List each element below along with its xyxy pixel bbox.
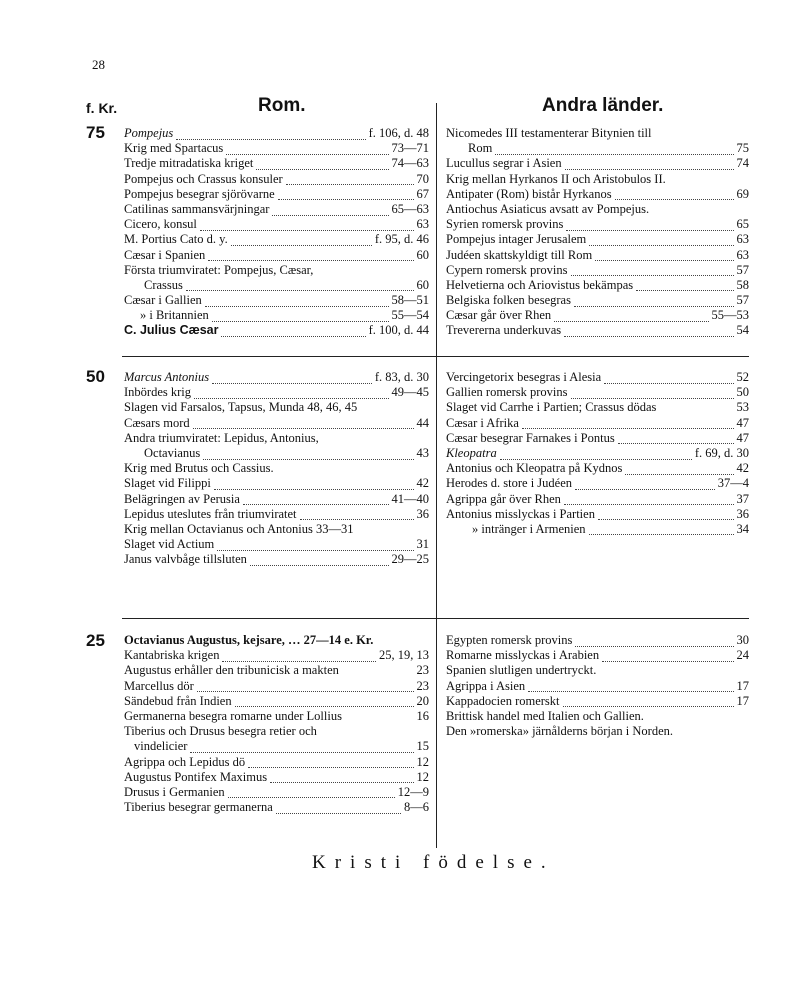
timeline-entry <box>124 187 429 202</box>
entry-text: Rom <box>468 141 493 156</box>
entry-text: Marcus Antonius <box>124 370 210 384</box>
entry-year: 16 <box>416 708 429 723</box>
dot-leader <box>528 682 733 692</box>
dot-leader <box>212 374 372 384</box>
timeline-entry <box>446 476 749 491</box>
dot-leader <box>176 130 365 140</box>
section-75-rome-list <box>124 126 429 339</box>
dot-leader <box>248 758 413 768</box>
timeline-entry <box>124 679 429 694</box>
dot-leader <box>495 145 733 155</box>
dot-leader <box>205 297 389 307</box>
timeline-entry <box>124 232 429 247</box>
timeline-entry <box>124 370 429 385</box>
dot-leader <box>522 419 734 429</box>
timeline-entry <box>124 293 429 308</box>
timeline-entry <box>124 507 429 522</box>
entry-year: 57 <box>736 262 749 277</box>
dot-leader <box>222 652 376 662</box>
entry-text: M. Portius Cato d. y. <box>124 232 228 247</box>
entry-year: 23 <box>416 678 429 693</box>
entry-text: Krig mellan Hyrkanos II och Aristobulos II. <box>446 171 666 186</box>
entry-text: Cæsar i Gallien <box>124 293 202 308</box>
entry-year: 54 <box>736 323 749 338</box>
section-25-rome-list <box>124 633 429 815</box>
timeline-entry <box>446 633 749 648</box>
entry-text: Kappadocien romerskt <box>446 693 560 708</box>
entry-text: Inbördes krig <box>124 385 191 400</box>
entry-text: Lucullus segrar i Asien <box>446 156 562 171</box>
dot-leader <box>190 743 413 753</box>
timeline-entry <box>446 709 749 724</box>
entry-year: 49—45 <box>391 385 429 400</box>
entry-year: 60 <box>416 277 429 292</box>
column-header-rom: Rom. <box>258 95 306 116</box>
entry-text: Cæsar besegrar Farnakes i Pontus <box>446 430 615 445</box>
entry-text: Marcellus dör <box>124 678 194 693</box>
entry-text: C. Julius Cæsar <box>124 323 219 338</box>
entry-year: f. 95, d. 46 <box>374 232 429 247</box>
dot-leader <box>200 221 414 231</box>
entry-year: 65 <box>736 217 749 232</box>
timeline-entry <box>124 461 429 476</box>
dot-leader <box>276 804 401 814</box>
dot-leader <box>575 480 715 490</box>
dot-leader <box>221 327 365 337</box>
entry-year: 36 <box>416 506 429 521</box>
entry-year: 12—9 <box>397 784 429 799</box>
entry-text: Slagen vid Farsalos, Tapsus, Munda 48, 46, 45 <box>124 400 358 415</box>
section-50-rome-list <box>124 370 429 567</box>
entry-year: 47 <box>736 415 749 430</box>
entry-year: 37 <box>736 491 749 506</box>
entry-text: Crassus <box>144 277 183 292</box>
entry-year: 58—51 <box>391 293 429 308</box>
entry-text: Drusus i Germanien <box>124 784 225 799</box>
entry-year: 31 <box>416 537 429 552</box>
timeline-entry <box>446 385 749 400</box>
dot-leader <box>208 251 413 261</box>
timeline-entry <box>124 724 429 739</box>
timeline-entry <box>446 126 749 141</box>
timeline-entry <box>124 537 429 552</box>
dot-leader <box>566 221 733 231</box>
entry-text: Tiberius besegrar germanerna <box>124 800 273 815</box>
column-divider <box>436 103 437 848</box>
entry-text: Spanien slutligen undertryckt. <box>446 663 597 678</box>
section-divider <box>122 618 749 619</box>
timeline-entry <box>446 172 749 187</box>
entry-year: 37—4 <box>717 476 749 491</box>
entry-year: 73—71 <box>391 141 429 156</box>
section-divider <box>122 356 749 357</box>
entry-year: 25, 19, 13 <box>379 648 429 663</box>
timeline-entry <box>124 202 429 217</box>
entry-year: 42 <box>736 461 749 476</box>
dot-leader <box>604 374 733 384</box>
entry-text: Agrippa går över Rhen <box>446 491 561 506</box>
timeline-entry <box>124 709 429 724</box>
entry-text: Egypten romersk provins <box>446 633 573 647</box>
dot-leader <box>571 389 734 399</box>
timeline-entry <box>124 248 429 263</box>
timeline-entry <box>124 739 429 754</box>
entry-text: Gallien romersk provins <box>446 385 568 400</box>
timeline-entry <box>446 141 749 156</box>
dot-leader <box>256 160 388 170</box>
entry-year: 23 <box>416 663 429 678</box>
timeline-entry <box>124 648 429 663</box>
dot-leader <box>231 236 372 246</box>
timeline-entry <box>446 370 749 385</box>
dot-leader <box>272 206 388 216</box>
year-marker: 75 <box>86 123 105 142</box>
entry-text: Pompejus <box>124 126 174 140</box>
kristi-fodelse-caption: Kristi födelse. <box>312 852 555 873</box>
dot-leader <box>618 434 734 444</box>
timeline-entry <box>446 663 749 678</box>
timeline-entry <box>124 400 429 415</box>
entry-text: Brittisk handel med Italien och Gallien. <box>446 708 644 723</box>
entry-year: f. 69, d. 30 <box>694 445 749 460</box>
timeline-entry <box>446 248 749 263</box>
dot-leader <box>214 480 414 490</box>
timeline-entry <box>446 323 749 338</box>
timeline-entry <box>446 278 749 293</box>
entry-year: 74—63 <box>391 156 429 171</box>
entry-text: Octavianus <box>144 445 201 460</box>
timeline-entry <box>124 308 429 323</box>
entry-year: 41—40 <box>391 491 429 506</box>
entry-year: 34 <box>736 521 749 536</box>
entry-text: Janus valvbåge tillsluten <box>124 552 247 567</box>
entry-year: 17 <box>736 693 749 708</box>
entry-year: 70 <box>416 171 429 186</box>
entry-year: 75 <box>736 141 749 156</box>
entry-text: Cicero, konsul <box>124 217 197 232</box>
timeline-entry <box>124 278 429 293</box>
entry-text: Romarne misslyckas i Arabien <box>446 648 600 663</box>
entry-year: 55—54 <box>391 308 429 323</box>
timeline-entry <box>124 800 429 815</box>
entry-text: Herodes d. store i Judéen <box>446 476 573 491</box>
entry-text: Antonius och Kleopatra på Kydnos <box>446 461 623 476</box>
year-marker: 50 <box>86 367 105 386</box>
dot-leader <box>197 682 414 692</box>
entry-text: Agrippa i Asien <box>446 678 526 693</box>
dot-leader <box>602 652 733 662</box>
entry-text: Cypern romersk provins <box>446 262 568 277</box>
entry-year: 24 <box>736 648 749 663</box>
dot-leader <box>217 541 413 551</box>
timeline-entry <box>124 476 429 491</box>
entry-year: 36 <box>736 506 749 521</box>
dot-leader <box>300 510 414 520</box>
timeline-entry <box>446 492 749 507</box>
timeline-entry <box>446 522 749 537</box>
timeline-entry <box>446 694 749 709</box>
timeline-entry <box>446 232 749 247</box>
entry-text: Nicomedes III testamenterar Bitynien till <box>446 126 652 140</box>
timeline-entry <box>124 156 429 171</box>
entry-text: Catilinas sammansvärjningar <box>124 201 270 216</box>
timeline-entry <box>124 263 429 278</box>
timeline-entry <box>446 187 749 202</box>
timeline-entry <box>446 293 749 308</box>
timeline-entry <box>446 446 749 461</box>
entry-year: 29—25 <box>391 552 429 567</box>
entry-text: Cæsar i Afrika <box>446 415 519 430</box>
entry-text: Pompejus besegrar sjörövarne <box>124 186 275 201</box>
entry-year: 8—6 <box>404 800 429 815</box>
entry-text: Krig mellan Octavianus och Antonius 33—31 <box>124 521 354 536</box>
entry-text: Kleopatra <box>446 445 497 460</box>
timeline-entry <box>446 461 749 476</box>
dot-leader <box>563 697 734 707</box>
entry-text: Slaget vid Actium <box>124 537 215 552</box>
entry-year: 52 <box>736 370 749 384</box>
entry-text: Antipater (Rom) bistår Hyrkanos <box>446 186 612 201</box>
timeline-entry <box>124 431 429 446</box>
entry-year: 44 <box>416 415 429 430</box>
entry-text: Cæsar går över Rhen <box>446 308 552 323</box>
entry-year: 65—63 <box>391 201 429 216</box>
entry-text: Kantabriska krigen <box>124 648 220 663</box>
entry-text: Första triumviratet: Pompejus, Cæsar, <box>124 262 314 277</box>
entry-year: 60 <box>416 247 429 262</box>
entry-year: 42 <box>416 476 429 491</box>
entry-text: Cæsars mord <box>124 415 190 430</box>
timeline-entry <box>124 785 429 800</box>
dot-leader <box>554 312 708 322</box>
entry-text: Tiberius och Drusus besegra retier och <box>124 724 317 739</box>
dot-leader <box>595 251 733 261</box>
timeline-entry <box>124 217 429 232</box>
page-number: 28 <box>92 57 105 72</box>
entry-year: 55—53 <box>711 308 749 323</box>
timeline-entry <box>124 141 429 156</box>
dot-leader <box>636 281 733 291</box>
entry-year: 58 <box>736 277 749 292</box>
entry-text: Agrippa och Lepidus dö <box>124 754 246 769</box>
entry-text: Belägringen av Perusia <box>124 491 240 506</box>
entry-year: 69 <box>736 186 749 201</box>
entry-text: Octavianus Augustus, kejsare, … 27—14 e. Kr. <box>124 633 374 647</box>
column-header-andra-lander: Andra länder. <box>542 95 664 116</box>
column-header-fkr: f. Kr. <box>86 100 118 116</box>
entry-year: 12 <box>416 754 429 769</box>
entry-text: vindelicier <box>134 739 188 754</box>
entry-year: f. 83, d. 30 <box>374 370 429 384</box>
entry-text: Antonius misslyckas i Partien <box>446 506 595 521</box>
entry-year: 43 <box>416 445 429 460</box>
dot-leader <box>270 773 413 783</box>
entry-text: Den »romerska» järnålderns början i Norden. <box>446 724 674 739</box>
dot-leader <box>571 266 734 276</box>
dot-leader <box>598 510 734 520</box>
entry-text: Judéen skattskyldigt till Rom <box>446 247 593 262</box>
entry-year: 53 <box>736 400 749 415</box>
dot-leader <box>574 297 734 307</box>
dot-leader <box>212 312 389 322</box>
dot-leader <box>235 697 414 707</box>
timeline-entry <box>124 492 429 507</box>
entry-year: 57 <box>736 293 749 308</box>
entry-year: 63 <box>736 247 749 262</box>
section-75-other-list <box>446 126 749 339</box>
entry-year: 20 <box>416 693 429 708</box>
entry-year: 74 <box>736 156 749 171</box>
section-50-other-list <box>446 370 749 537</box>
entry-year: f. 100, d. 44 <box>368 323 429 338</box>
entry-year: 63 <box>416 217 429 232</box>
timeline-entry <box>446 156 749 171</box>
dot-leader <box>203 450 413 460</box>
dot-leader <box>500 450 692 460</box>
timeline-entry <box>446 416 749 431</box>
dot-leader <box>186 281 414 291</box>
timeline-entry <box>124 416 429 431</box>
dot-leader <box>589 236 733 246</box>
dot-leader <box>243 495 389 505</box>
timeline-entry <box>124 323 429 338</box>
entry-text: Syrien romersk provins <box>446 217 564 232</box>
entry-text: Helvetierna och Ariovistus bekämpas <box>446 277 634 292</box>
timeline-entry <box>446 507 749 522</box>
year-marker: 25 <box>86 631 105 650</box>
entry-text: Slaget vid Filippi <box>124 476 211 491</box>
timeline-entry <box>446 648 749 663</box>
entry-year: f. 106, d. 48 <box>368 126 429 140</box>
timeline-entry <box>446 202 749 217</box>
timeline-entry <box>124 770 429 785</box>
entry-year: 15 <box>416 739 429 754</box>
entry-text: Cæsar i Spanien <box>124 247 206 262</box>
timeline-entry <box>124 694 429 709</box>
timeline-entry <box>124 755 429 770</box>
entry-year: 30 <box>736 633 749 647</box>
entry-text: Tredje mitradatiska kriget <box>124 156 254 171</box>
timeline-entry <box>446 263 749 278</box>
timeline-entry <box>124 552 429 567</box>
timeline-entry <box>124 446 429 461</box>
timeline-entry <box>446 217 749 232</box>
timeline-entry <box>124 126 429 141</box>
entry-text: Andra triumviratet: Lepidus, Antonius, <box>124 430 319 445</box>
timeline-entry <box>446 400 749 415</box>
entry-text: » i Britannien <box>140 308 209 323</box>
timeline-entry <box>446 679 749 694</box>
dot-leader <box>564 495 734 505</box>
dot-leader <box>589 525 734 535</box>
dot-leader <box>226 145 388 155</box>
entry-text: Sändebud från Indien <box>124 693 232 708</box>
dot-leader <box>575 637 733 647</box>
dot-leader <box>565 160 734 170</box>
entry-text: » intränger i Armenien <box>472 521 586 536</box>
entry-text: Trevererna underkuvas <box>446 323 562 338</box>
timeline-entry <box>124 633 429 648</box>
entry-text: Lepidus uteslutes från triumviratet <box>124 506 297 521</box>
entry-year: 63 <box>736 232 749 247</box>
entry-text: Antiochus Asiaticus avsatt av Pompejus. <box>446 201 650 216</box>
dot-leader <box>286 175 414 185</box>
timeline-entry <box>124 385 429 400</box>
dot-leader <box>228 788 395 798</box>
dot-leader <box>278 190 414 200</box>
entry-text: Augustus Pontifex Maximus <box>124 769 268 784</box>
entry-text: Krig med Brutus och Cassius. <box>124 461 274 476</box>
entry-year: 50 <box>736 385 749 400</box>
entry-text: Vercingetorix besegras i Alesia <box>446 370 602 384</box>
dot-leader <box>193 419 414 429</box>
timeline-entry <box>446 724 749 739</box>
timeline-entry <box>124 663 429 678</box>
entry-text: Augustus erhåller den tribunicisk a makten <box>124 663 339 678</box>
entry-text: Pompejus och Crassus konsuler <box>124 171 283 186</box>
entry-year: 17 <box>736 678 749 693</box>
dot-leader <box>625 465 733 475</box>
entry-text: Slaget vid Carrhe i Partien; Crassus dödas <box>446 400 657 415</box>
entry-year: 67 <box>416 186 429 201</box>
entry-text: Krig med Spartacus <box>124 141 224 156</box>
entry-text: Belgiska folken besegras <box>446 293 571 308</box>
dot-leader <box>250 556 389 566</box>
entry-text: Germanerna besegra romarne under Lollius <box>124 708 342 723</box>
dot-leader <box>194 389 389 399</box>
timeline-entry <box>446 431 749 446</box>
entry-year: 47 <box>736 430 749 445</box>
entry-text: Pompejus intager Jerusalem <box>446 232 587 247</box>
timeline-entry <box>124 522 429 537</box>
timeline-entry <box>124 172 429 187</box>
dot-leader <box>564 327 733 337</box>
timeline-entry <box>446 308 749 323</box>
entry-year: 12 <box>416 769 429 784</box>
dot-leader <box>615 190 734 200</box>
section-25-other-list <box>446 633 749 739</box>
